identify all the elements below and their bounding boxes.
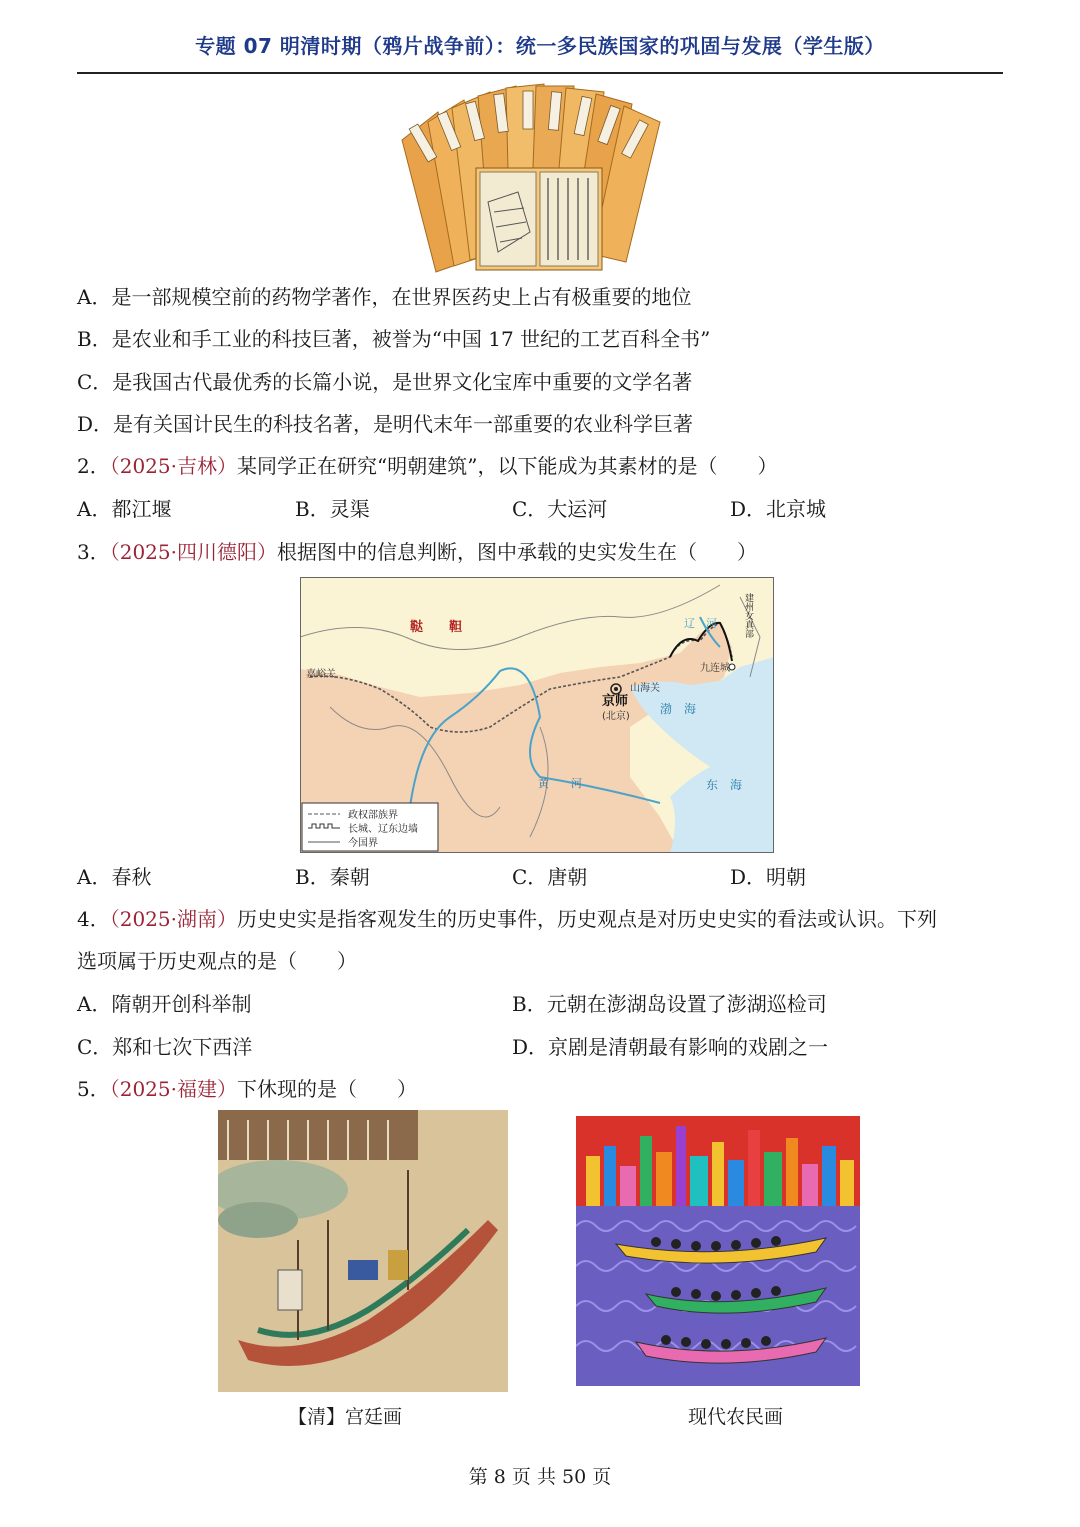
q5-source: （2025·福建） bbox=[109, 1077, 237, 1101]
page-header: 专题 07 明清时期（鸦片战争前）：统一多民族国家的巩固与发展（学生版） bbox=[195, 34, 885, 58]
modern-peasant-painting-icon bbox=[576, 1116, 860, 1386]
q5-caption-qing: 【清】宫廷画 bbox=[288, 1406, 403, 1428]
map-legend-border: 政权部族界 bbox=[348, 810, 398, 821]
q4-option-a: A．隋朝开创科举制 bbox=[77, 992, 252, 1016]
q2-number: 2． bbox=[77, 454, 110, 478]
map-label-huanghe: 黄 河 bbox=[538, 777, 582, 790]
q4-option-d: D．京剧是清朝最有影响的戏剧之一 bbox=[512, 1035, 829, 1059]
q3-option-b: B．秦朝 bbox=[295, 865, 370, 889]
q1-option-a: A．是一部规模空前的药物学著作，在世界医药史上占有极重要的地位 bbox=[77, 285, 692, 309]
q2-option-a: A．都江堰 bbox=[77, 497, 172, 521]
q4-source: （2025·湖南） bbox=[109, 907, 237, 931]
map-legend-modern: 今国界 bbox=[348, 838, 378, 849]
q2-option-c: C．大运河 bbox=[512, 497, 608, 521]
map-label-bohai: 渤 海 bbox=[660, 702, 697, 716]
map-label-donghai: 东 海 bbox=[706, 778, 743, 792]
qing-court-painting-icon bbox=[218, 1110, 508, 1392]
page-footer: 第 8 页 共 50 页 bbox=[468, 1466, 612, 1488]
q3-stem bbox=[77, 538, 757, 566]
map-label-shanhaiguan: 山海关 bbox=[630, 683, 660, 694]
q1-option-b: B．是农业和手工业的科技巨著，被誉为“中国 17 世纪的工艺百科全书” bbox=[77, 327, 711, 351]
map-label-beijing: (北京) bbox=[602, 711, 630, 722]
q3-number: 3． bbox=[77, 540, 110, 564]
q3-option-d: D．明朝 bbox=[730, 865, 807, 889]
q4-option-b: B．元朝在澎湖岛设置了澎湖巡检司 bbox=[512, 992, 827, 1016]
q5-number: 5． bbox=[77, 1077, 110, 1101]
map-legend-wall: 长城、辽东边墙 bbox=[348, 824, 418, 835]
q4-text-1: 历史史实是指客观发生的历史事件，历史观点是对历史史实的看法或认识。下列 bbox=[237, 907, 937, 931]
q5-caption-modern: 现代农民画 bbox=[688, 1406, 784, 1428]
q2-stem bbox=[77, 452, 777, 480]
q5-stem bbox=[77, 1075, 417, 1103]
map-label-jiuliancheng: 九连城 bbox=[700, 663, 730, 674]
map-label-jingshi: 京师 bbox=[602, 694, 629, 709]
q2-option-d: D．北京城 bbox=[730, 497, 827, 521]
q4-number: 4． bbox=[77, 907, 110, 931]
q2-source: （2025·吉林） bbox=[109, 454, 237, 478]
q3-text: 根据图中的信息判断，图中承载的史实发生在（ ） bbox=[277, 540, 757, 564]
map-label-jianzhou: 建州女真部 bbox=[743, 593, 753, 638]
q3-source: （2025·四川德阳） bbox=[109, 540, 277, 564]
q3-option-a: A．春秋 bbox=[77, 865, 152, 889]
q2-option-b: B．灵渠 bbox=[295, 497, 370, 521]
ming-great-wall-map bbox=[300, 577, 774, 853]
map-label-jiayuguan: 嘉峪关 bbox=[306, 669, 336, 680]
q4-stem-line1 bbox=[77, 905, 937, 933]
map-label-tatar: 鞑 靼 bbox=[410, 620, 463, 635]
q5-text: 下休现的是（ ） bbox=[237, 1077, 417, 1101]
q1-option-c: C．是我国古代最优秀的长篇小说，是世界文化宝库中重要的文学名著 bbox=[77, 370, 693, 394]
q3-option-c: C．唐朝 bbox=[512, 865, 588, 889]
q1-option-d: D．是有关国计民生的科技名著，是明代末年一部重要的农业科学巨著 bbox=[77, 412, 694, 436]
q4-stem-line2: 选项属于历史观点的是（ ） bbox=[77, 949, 357, 973]
q2-text: 某同学正在研究“明朝建筑”，以下能成为其素材的是（ ） bbox=[237, 454, 778, 478]
book-volumes-photo-icon bbox=[398, 82, 678, 274]
q4-option-c: C．郑和七次下西洋 bbox=[77, 1035, 253, 1059]
header-rule bbox=[77, 72, 1003, 74]
map-label-liaohe: 辽 河 bbox=[684, 617, 717, 630]
